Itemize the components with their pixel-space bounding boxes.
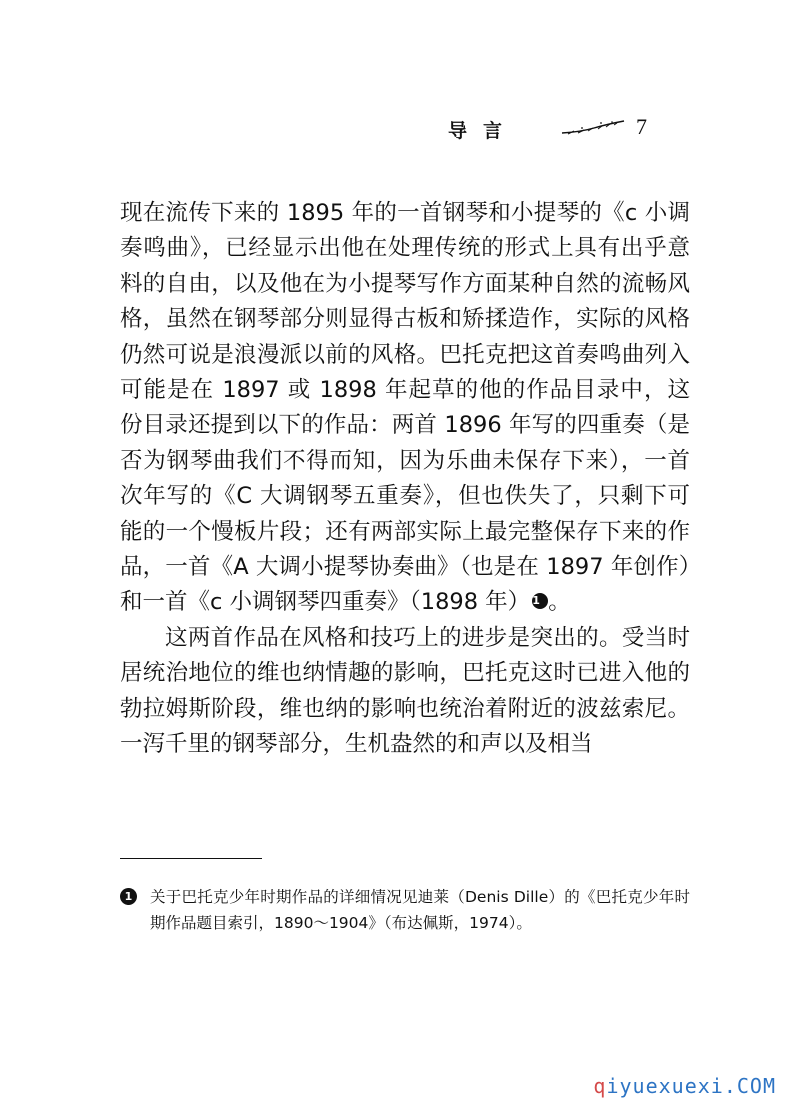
watermark-first-letter: q xyxy=(593,1074,607,1098)
footnote-marker: 1 xyxy=(532,593,548,609)
flourish-ornament-icon xyxy=(560,120,626,136)
paragraph-end-punct: 。 xyxy=(548,589,571,616)
paragraph: 这两首作品在风格和技巧上的进步是突出的。受当时居统治地位的维也纳情趣的影响，巴托克这时已进入他的勃拉姆斯阶段，维也纳的影响也统治着附近的波兹索尼。一泻千里的钢琴部分，生机盎然的和声以及相当 xyxy=(120,624,690,758)
paragraph xyxy=(120,196,690,621)
running-header-title: 导言 xyxy=(448,120,519,142)
running-header xyxy=(438,116,668,146)
main-text xyxy=(120,196,690,763)
paragraph-text: 现在流传下来的 1895 年的一首钢琴和小提琴的《c 小调奏鸣曲》，已经显示出他在处理传统的形式上具有出乎意料的自由，以及他在为小提琴写作方面某种自然的流畅风格，虽然在钢琴部分则显得古板和矫揉造作，实际的风格仍然可说是浪漫派以前的风格。巴托克把这首奏鸣曲列入可能是在 1897 或 1898 年起草的他的作品目录中，这份目录还提到以下的作品：两首 1896 年写的四重奏（是否为钢琴曲我们不得而知，因为乐曲未保存下来），一首次年写的《C 大调钢琴五重奏》，但也佚失了，只剩下可能的一个慢板片段；还有两部实际上最完整保存下来的作品，一首《A 大调小提琴协奏曲》（也是在 1897 年创作）和一首《c 小调钢琴四重奏》（1898 年） xyxy=(120,200,690,616)
footnote-divider xyxy=(120,858,262,859)
watermark-rest: iyuexuexi.COM xyxy=(606,1074,776,1098)
footnote-number: 1 xyxy=(120,888,137,905)
page-number: 7 xyxy=(636,114,647,139)
footnote-text: 关于巴托克少年时期作品的详细情况见迪莱（Denis Dille）的《巴托克少年时期作品题目索引，1890～1904》（布达佩斯，1974）。 xyxy=(150,888,690,932)
footnote xyxy=(124,884,690,936)
site-watermark xyxy=(593,1074,776,1098)
